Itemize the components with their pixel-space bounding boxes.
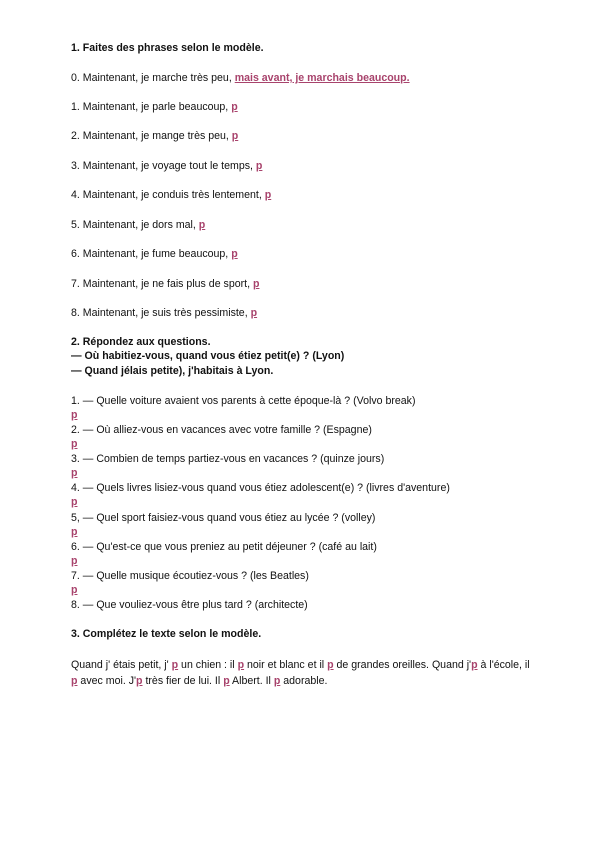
- ex3-text: Quand j' étais petit, j': [71, 659, 172, 671]
- answer-blank[interactable]: p: [71, 409, 78, 421]
- answer-blank[interactable]: p: [264, 189, 272, 201]
- ex1-model-line: [71, 72, 410, 85]
- answer-blank[interactable]: p: [231, 130, 239, 142]
- ex2-question-1: 1. — Quelle voiture avaient vos parents à cette époque-là ? (Volvo break): [71, 395, 416, 407]
- ex1-item-text: 8. Maintenant, je suis très pessimiste,: [71, 307, 251, 319]
- ex1-item-2: [71, 130, 238, 143]
- ex1-item-text: 3. Maintenant, je voyage tout le temps,: [71, 160, 256, 172]
- answer-blank[interactable]: p: [223, 675, 230, 687]
- ex1-item-4: [71, 189, 271, 202]
- answer-blank[interactable]: p: [71, 555, 78, 567]
- ex1-item-text: 5. Maintenant, je dors mal,: [71, 219, 199, 231]
- ex3-text: très fier de lui. Il: [142, 675, 224, 687]
- ex3-text: avec moi. J': [77, 675, 137, 687]
- ex1-item-7: [71, 278, 259, 291]
- ex1-title: 1. Faites des phrases selon le modèle.: [71, 42, 264, 54]
- ex2-title: 2. Répondez aux questions.: [71, 336, 211, 348]
- ex1-model-prefix: 0. Maintenant, je marche très peu,: [71, 72, 235, 84]
- answer-blank[interactable]: p: [71, 584, 78, 596]
- answer-blank[interactable]: p: [198, 219, 206, 231]
- ex2-question-8: 8. — Que vouliez-vous être plus tard ? (architecte): [71, 599, 308, 611]
- ex3-text: adorable.: [280, 675, 328, 687]
- answer-blank[interactable]: p: [71, 467, 78, 479]
- answer-blank[interactable]: p: [231, 248, 238, 260]
- answer-blank[interactable]: p: [71, 526, 78, 538]
- answer-blank[interactable]: p: [273, 675, 281, 687]
- ex1-item-5: [71, 219, 205, 232]
- ex2-example-answer: — Quand jélais petite), j'habitais à Lyon.: [71, 365, 274, 377]
- answer-blank[interactable]: p: [255, 160, 263, 172]
- answer-blank[interactable]: p: [71, 496, 78, 508]
- ex2-question-4: 4. — Quels livres lisiez-vous quand vous étiez adolescent(e) ? (livres d'aventure): [71, 482, 450, 494]
- ex2-question-7: 7. — Quelle musique écoutiez-vous ? (les Beatles): [71, 570, 309, 582]
- answer-blank[interactable]: p: [250, 307, 258, 319]
- answer-blank[interactable]: p: [71, 675, 78, 687]
- ex1-model-answer: mais avant, je marchais beaucoup.: [234, 72, 410, 84]
- ex1-item-3: [71, 160, 262, 173]
- ex1-item-text: 4. Maintenant, je conduis très lentement,: [71, 189, 265, 201]
- ex1-item-text: 6. Maintenant, je fume beaucoup,: [71, 248, 232, 260]
- ex1-item-text: 7. Maintenant, je ne fais plus de sport,: [71, 278, 253, 290]
- answer-blank[interactable]: p: [136, 675, 143, 687]
- answer-blank[interactable]: p: [71, 438, 78, 450]
- ex3-text: Albert. Il: [229, 675, 274, 687]
- ex3-text: noir et blanc et il: [244, 659, 328, 671]
- answer-blank[interactable]: p: [327, 659, 334, 671]
- ex1-item-1: [71, 101, 238, 114]
- answer-blank[interactable]: p: [252, 278, 260, 290]
- ex2-example-question: — Où habitiez-vous, quand vous étiez petit(e) ? (Lyon): [71, 350, 345, 362]
- ex1-item-text: 1. Maintenant, je parle beaucoup,: [71, 101, 232, 113]
- ex3-title: 3. Complétez le texte selon le modèle.: [71, 628, 262, 640]
- ex2-question-2: 2. — Où alliez-vous en vacances avec votre famille ? (Espagne): [71, 424, 372, 436]
- ex3-text: un chien : il: [178, 659, 238, 671]
- ex3-paragraph: [71, 657, 531, 689]
- ex2-question-6: 6. — Qu'est-ce que vous preniez au petit déjeuner ? (café au lait): [71, 541, 377, 553]
- answer-blank[interactable]: p: [231, 101, 238, 113]
- ex2-question-5: 5, — Quel sport faisiez-vous quand vous étiez au lycée ? (volley): [71, 512, 376, 524]
- ex3-text: à l'école, il: [477, 659, 530, 671]
- answer-blank[interactable]: p: [471, 659, 478, 671]
- ex2-question-3: 3. — Combien de temps partiez-vous en vacances ? (quinze jours): [71, 453, 385, 465]
- ex1-item-6: [71, 248, 238, 261]
- ex1-item-text: 2. Maintenant, je mange très peu,: [71, 130, 232, 142]
- answer-blank[interactable]: p: [171, 659, 179, 671]
- ex3-text: de grandes oreilles. Quand j': [333, 659, 472, 671]
- answer-blank[interactable]: p: [237, 659, 245, 671]
- ex1-item-8: [71, 307, 257, 320]
